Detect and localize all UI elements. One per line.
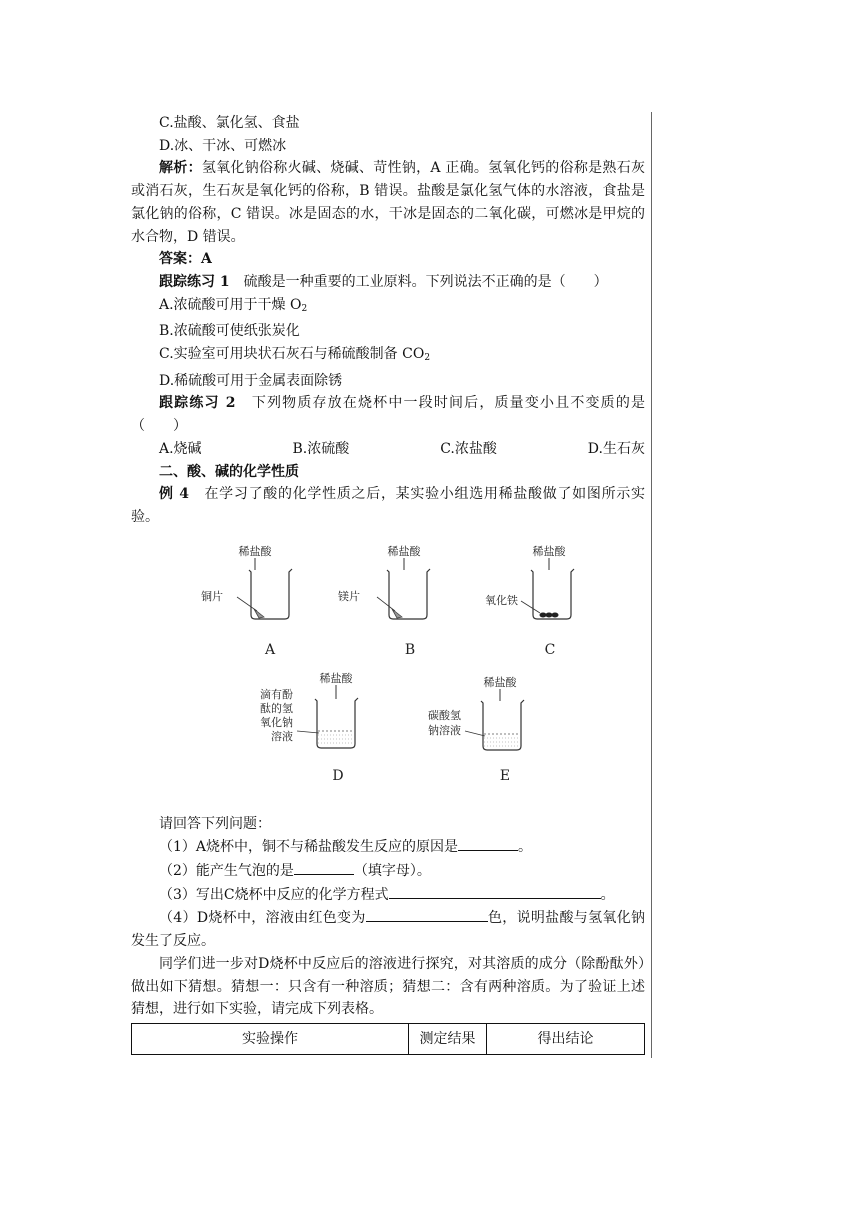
practice2-option-c: C.浓盐酸 (440, 440, 497, 457)
answer-value: A (201, 251, 212, 268)
beaker-c-acid-label: 稀盐酸 (532, 544, 566, 558)
practice1-option-c: C.实验室可用块状石灰石与稀硫酸制备 $CO_2$ (159, 346, 431, 364)
question-3: （3）写出C烧杯中反应的化学方程式 。 (131, 883, 645, 907)
example4-paragraph (131, 483, 645, 528)
practice2-label: 跟踪练习 2 (159, 395, 236, 412)
beaker-c-letter: C (544, 641, 556, 658)
beaker-e (428, 675, 524, 784)
question-1: （1）A烧杯中，铜不与稀盐酸发生反应的原因是 。 (131, 835, 645, 859)
beaker-d-letter: D (332, 767, 344, 784)
analysis-label: 解析： (159, 160, 202, 177)
beaker-d-content-2: 酞的氢 (260, 701, 293, 715)
table-header-conclusion: 得出结论 (487, 1023, 645, 1054)
practice2-option-d: D.生石灰 (587, 440, 645, 457)
beaker-b-content: 镁片 (338, 589, 360, 603)
example4-label: 例 4 (159, 486, 190, 503)
practice2-question (131, 392, 645, 437)
section2-title: 二、酸、碱的化学性质 (159, 463, 299, 480)
experiment-figure (131, 537, 645, 809)
practice1-option-a: A.浓硫酸可用于干燥 $O_2$ (159, 296, 308, 314)
option-c-line: C.盐酸、氯化氢、食盐 (159, 115, 300, 131)
beaker-c (485, 544, 574, 658)
q3-answer-blank[interactable] (389, 883, 601, 899)
document-content (131, 112, 645, 1055)
question-2: （2）能产生气泡的是 （填字母）。 (131, 859, 645, 883)
option-d-line: D.冰、干冰、可燃冰 (159, 137, 287, 154)
answer-label: 答案： (159, 251, 201, 268)
table-header-row (132, 1023, 645, 1054)
example4-text: 在学习了酸的化学性质之后，某实验小组选用稀盐酸做了如图所示实验。 (131, 486, 646, 525)
beaker-e-content-1: 碳酸氢 (428, 708, 461, 722)
beaker-c-content: 氧化铁 (485, 593, 518, 607)
further-paragraph: 同学们进一步对D烧杯中反应后的溶液进行探究，对其溶质的成分（除酚酞外）做出如下猜想。猜想一：只含有一种溶质；猜想二：含有两种溶质。为了验证上述猜想，进行如下实验，请完成下列表格。 (131, 955, 645, 1018)
answer-line (131, 248, 645, 271)
practice2-option-b: B.浓硫酸 (292, 440, 350, 457)
beaker-d-content-1: 滴有酚 (260, 687, 293, 701)
margin-rule (651, 112, 652, 1058)
beaker-b-letter: B (404, 641, 416, 658)
practice2-option-a: A.烧碱 (159, 440, 202, 457)
beaker-e-content-2: 钠溶液 (428, 723, 461, 737)
practice2-text: 下列物质存放在烧杯中一段时间后，质量变小且不变质的是（ ） (131, 395, 646, 435)
q1-answer-blank[interactable] (458, 835, 518, 851)
analysis-paragraph (131, 157, 645, 248)
beakers-diagram (131, 537, 645, 809)
table-header-result: 测定结果 (409, 1023, 487, 1054)
beaker-d-content-3: 氧化钠 (260, 715, 293, 729)
beaker-b-acid-label: 稀盐酸 (387, 544, 421, 558)
beaker-e-acid-label: 稀盐酸 (483, 675, 517, 689)
practice1-question (131, 271, 645, 294)
question-4: （4）D烧杯中，溶液由红色变为 色，说明盐酸与氢氧化钠发生了反应。 (131, 906, 645, 952)
practice1-text: 硫酸是一种重要的工业原料。下列说法不正确的是（ ） (243, 273, 608, 290)
beaker-d-acid-label: 稀盐酸 (319, 671, 353, 685)
beaker-d-content-4: 溶液 (271, 729, 293, 743)
q4-answer-blank[interactable] (366, 906, 488, 922)
beaker-a-acid-label: 稀盐酸 (238, 544, 272, 558)
results-table (131, 1023, 645, 1055)
practice2-options (131, 438, 645, 461)
questions-intro: 请回答下列问题： (159, 815, 271, 832)
q2-answer-blank[interactable] (294, 859, 354, 875)
beaker-a-letter: A (264, 641, 276, 658)
beaker-b (338, 544, 430, 658)
beaker-d (260, 671, 358, 784)
practice1-option-d: D.稀硫酸可用于金属表面除锈 (159, 372, 343, 389)
beaker-a-content: 铜片 (201, 589, 223, 603)
beaker-e-letter: E (499, 767, 511, 784)
beaker-a (201, 544, 292, 658)
practice1-option-b: B.浓硫酸可使纸张炭化 (159, 323, 300, 340)
table-header-operation: 实验操作 (132, 1023, 409, 1054)
analysis-text: 氢氧化钠俗称火碱、烧碱、苛性钠，A 正确。氢氧化钙的俗称是熟石灰或消石灰，生石灰是氧化钙的俗称，B 错误。盐酸是氯化氢气体的水溶液，食盐是氯化钠的俗称，C 错误。冰是固态的水，干冰是固态的二氧化碳，可燃冰是甲烷的水合物，D 错误。 (131, 160, 645, 245)
practice1-label: 跟踪练习 1 (159, 273, 230, 290)
